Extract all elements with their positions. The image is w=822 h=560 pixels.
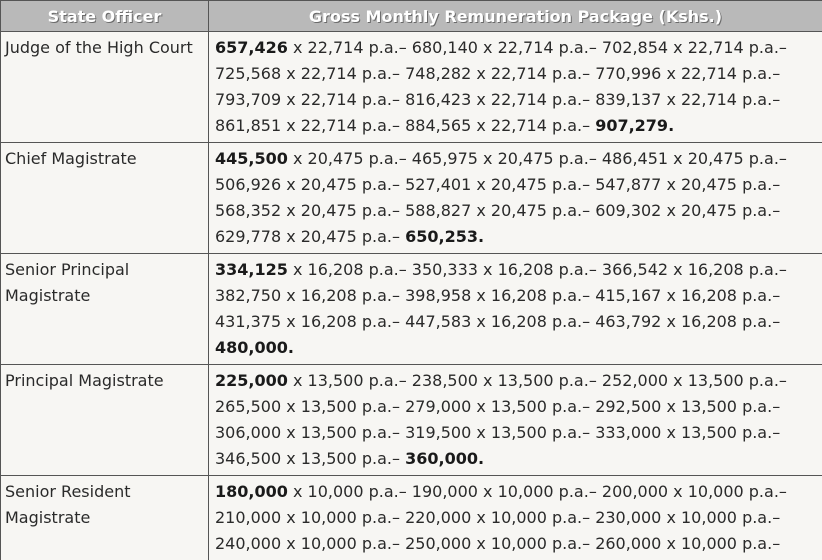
scale-start: 445,500 xyxy=(215,149,288,168)
table-row xyxy=(1,476,822,560)
table-row xyxy=(1,32,822,143)
scale-start: 657,426 xyxy=(215,38,288,57)
scale-end: 907,279. xyxy=(595,116,674,135)
scale-start: 225,000 xyxy=(215,371,288,390)
table-row xyxy=(1,143,822,254)
officer-cell: Principal Magistrate xyxy=(1,365,209,476)
header-gross-monthly-remuneration: Gross Monthly Remuneration Package (Kshs.) xyxy=(209,1,822,32)
officer-cell: Senior Resident Magistrate xyxy=(1,476,209,560)
scale-steps: x 13,500 p.a.– 238,500 x 13,500 p.a.– 252,000 x 13,500 p.a.– 265,500 x 13,500 p.a.– 279,000 x 13,500 p.a.– 292,500 x 13,500 p.a.– 306,000 x 13,500 p.a.– 319,500 x 13,500 p.a.– 333,000 x 13,500 p.a.– 346,500 x 13,500 p.a.– xyxy=(215,371,787,468)
scale-end: 360,000. xyxy=(405,449,484,468)
salary-scale-cell xyxy=(209,476,822,560)
salary-scale-cell xyxy=(209,32,822,143)
scale-start: 334,125 xyxy=(215,260,288,279)
salary-scale-cell xyxy=(209,254,822,365)
salary-scale-cell xyxy=(209,143,822,254)
scale-end: 650,253. xyxy=(405,227,484,246)
officer-cell: Senior Principal Magistrate xyxy=(1,254,209,365)
officer-cell: Chief Magistrate xyxy=(1,143,209,254)
table-row xyxy=(1,365,822,476)
scale-steps: x 10,000 p.a.– 190,000 x 10,000 p.a.– 200,000 x 10,000 p.a.– 210,000 x 10,000 p.a.– 220,000 x 10,000 p.a.– 230,000 x 10,000 p.a.– 240,000 x 10,000 p.a.– 250,000 x 10,000 p.a.– 260,000 x 10,000 p.a.– xyxy=(215,482,787,553)
scale-start: 180,000 xyxy=(215,482,288,501)
officer-cell: Judge of the High Court xyxy=(1,32,209,143)
scale-end: 480,000. xyxy=(215,338,294,357)
scale-steps: x 20,475 p.a.– 465,975 x 20,475 p.a.– 486,451 x 20,475 p.a.– 506,926 x 20,475 p.a.– 527,401 x 20,475 p.a.– 547,877 x 20,475 p.a.– 568,352 x 20,475 p.a.– 588,827 x 20,475 p.a.– 609,302 x 20,475 p.a.– 629,778 x 20,475 p.a.– xyxy=(215,149,787,246)
header-row xyxy=(1,1,822,32)
table-row xyxy=(1,254,822,365)
scale-steps: x 22,714 p.a.– 680,140 x 22,714 p.a.– 702,854 x 22,714 p.a.– 725,568 x 22,714 p.a.– 748,282 x 22,714 p.a.– 770,996 x 22,714 p.a.– 793,709 x 22,714 p.a.– 816,423 x 22,714 p.a.– 839,137 x 22,714 p.a.– 861,851 x 22,714 p.a.– 884,565 x 22,714 p.a.– xyxy=(215,38,787,135)
salary-scale-cell xyxy=(209,365,822,476)
header-state-officer: State Officer xyxy=(1,1,209,32)
scale-steps: x 16,208 p.a.– 350,333 x 16,208 p.a.– 366,542 x 16,208 p.a.– 382,750 x 16,208 p.a.– 398,958 x 16,208 p.a.– 415,167 x 16,208 p.a.– 431,375 x 16,208 p.a.– 447,583 x 16,208 p.a.– 463,792 x 16,208 p.a.– xyxy=(215,260,787,331)
